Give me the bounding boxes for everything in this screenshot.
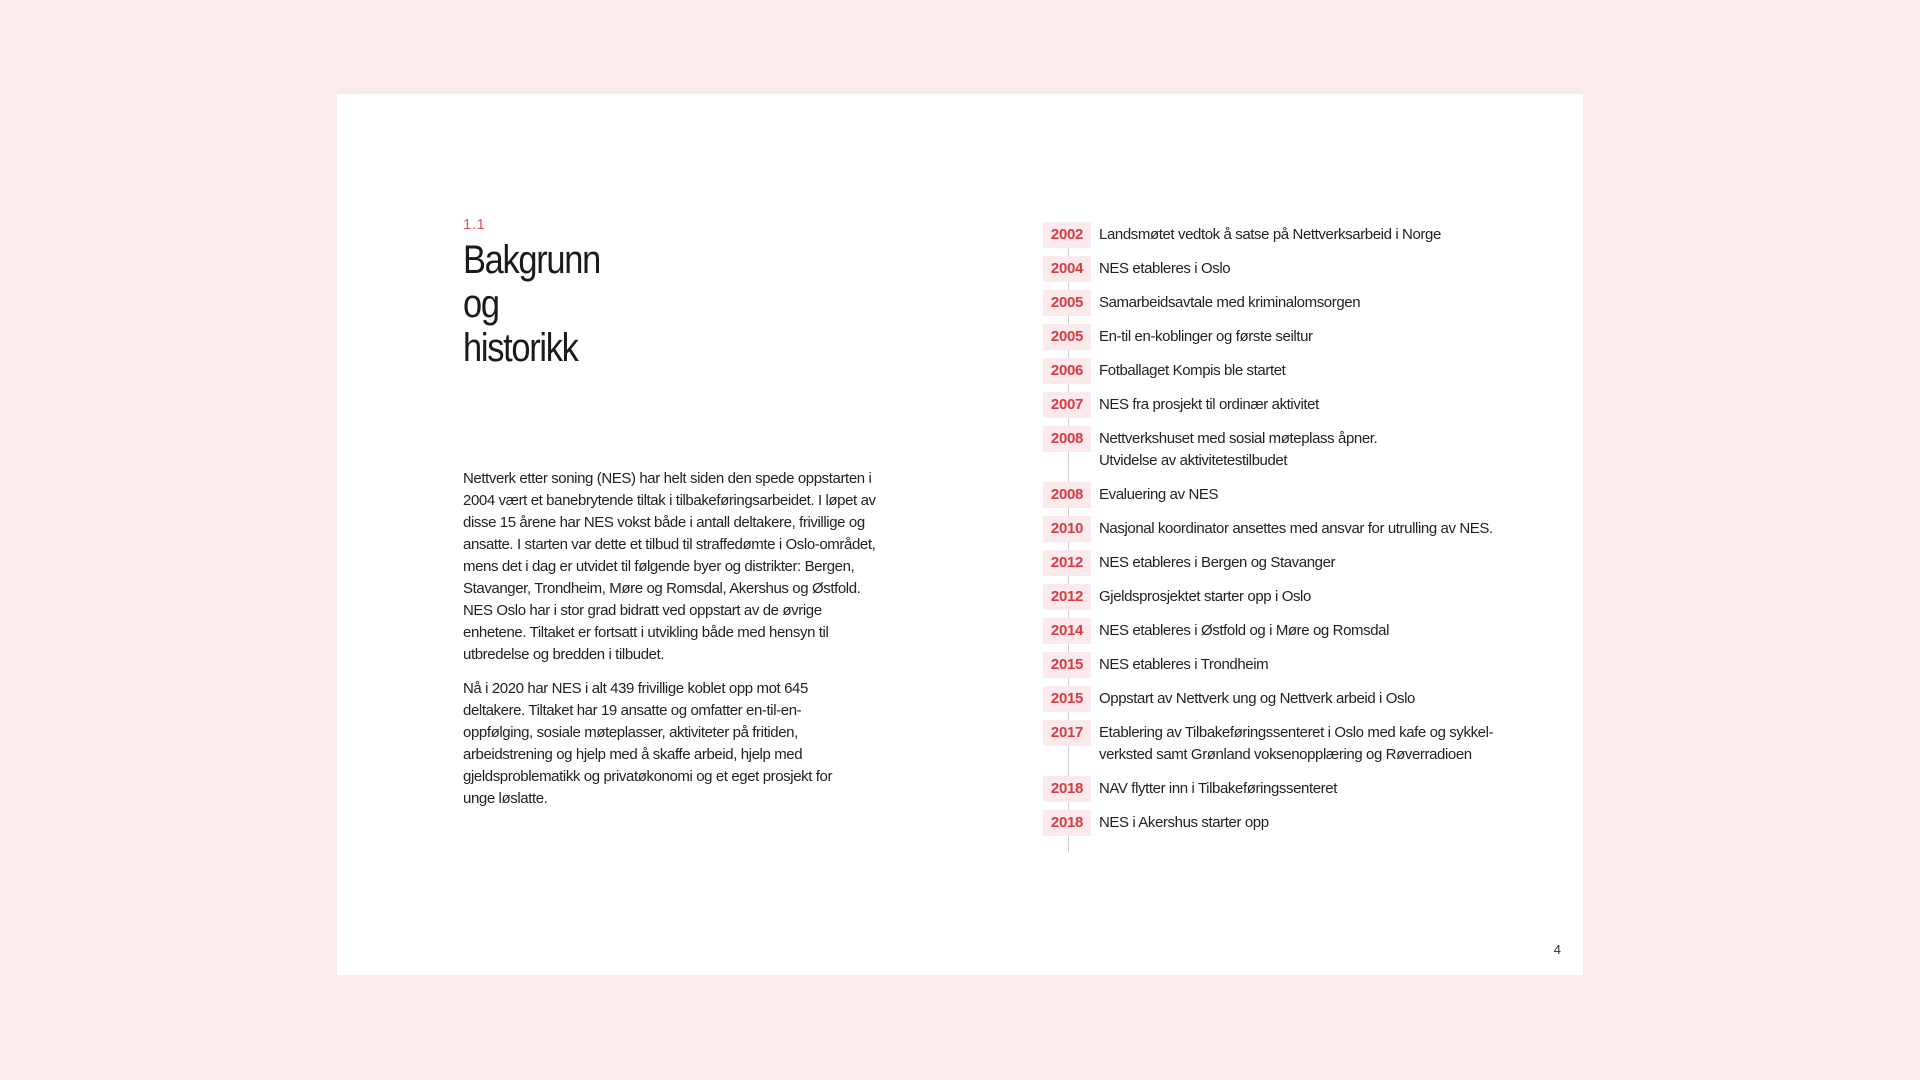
- timeline-year: 2015: [1043, 652, 1091, 678]
- timeline-year: 2018: [1043, 776, 1091, 802]
- timeline-text: [1099, 720, 1519, 766]
- document-page: [337, 94, 1583, 975]
- section-number: 1.1: [463, 216, 486, 233]
- timeline-item: [1043, 222, 1519, 248]
- section-title: [463, 238, 635, 370]
- timeline-year: 2010: [1043, 516, 1091, 542]
- timeline-text: Fotballaget Kompis ble startet: [1099, 362, 1286, 379]
- timeline-year: 2007: [1043, 392, 1091, 418]
- timeline-text: Samarbeidsavtale med kriminalomsorgen: [1099, 294, 1361, 311]
- intro-paragraph: Nettverk etter soning (NES) har helt siden den spede oppstarten i 2004 vært et banebrytende tiltak i tilbakeføringsarbeidet. I løpet av disse 15 årene har NES vokst både i antall deltakere, frivillige og ansatte. I starten var dette et tilbud til straffedømte i Oslo-området, mens det i dag er utvidet til følgende byer og distrikter: Bergen, Stavanger, Trondheim, Møre og Romsdal, Akershus og Østfold. NES Oslo har i stor grad bidratt ved oppstart av de øvrige enhetene. Tiltaket er fortsatt i utvikling både med hensyn til utbredelse og bredden i tilbudet.: [463, 470, 876, 663]
- status-paragraph: Nå i 2020 har NES i alt 439 frivillige koblet opp mot 645 deltakere. Tiltaket har 19 ansatte og omfatter en-til-en-oppfølging, sosiale møteplasser, aktiviteter på fritiden, arbeidstrening og hjelp med å skaffe arbeid, hjelp med gjeldsproblematikk og privatøkonomi og et eget prosjekt for unge løslatte.: [463, 680, 833, 807]
- timeline-text-line-1: Nettverkshuset med sosial møteplass åpner.: [1099, 430, 1378, 447]
- timeline-item: [1043, 358, 1519, 384]
- timeline-text: NAV flytter inn i Tilbakeføringssenteret: [1099, 780, 1337, 797]
- timeline-item: [1043, 686, 1519, 712]
- timeline-text: NES etableres i Østfold og i Møre og Romsdal: [1099, 622, 1390, 639]
- timeline-text: Nasjonal koordinator ansettes med ansvar for utrulling av NES.: [1099, 520, 1493, 537]
- timeline-year: 2017: [1043, 720, 1091, 746]
- section-title-line-1: Bakgrunn og: [463, 238, 600, 326]
- timeline-item: [1043, 720, 1519, 766]
- timeline-year: 2005: [1043, 324, 1091, 350]
- timeline-text: NES etableres i Bergen og Stavanger: [1099, 554, 1336, 571]
- timeline-text-line-2: Utvidelse av aktivitetestilbudet: [1099, 452, 1288, 469]
- timeline-item: [1043, 426, 1519, 472]
- timeline-text: NES etableres i Trondheim: [1099, 656, 1269, 673]
- timeline-item: [1043, 256, 1519, 282]
- timeline-item: [1043, 810, 1519, 836]
- section-title-line-2: historikk: [463, 326, 578, 370]
- timeline-text: Oppstart av Nettverk ung og Nettverk arbeid i Oslo: [1099, 690, 1415, 707]
- timeline-text: NES fra prosjekt til ordinær aktivitet: [1099, 396, 1319, 413]
- page-number: 4: [1553, 942, 1561, 957]
- timeline-year: 2006: [1043, 358, 1091, 384]
- timeline-text: NES i Akershus starter opp: [1099, 814, 1269, 831]
- timeline-year: 2012: [1043, 584, 1091, 610]
- timeline-year: 2015: [1043, 686, 1091, 712]
- left-column: [463, 216, 883, 807]
- timeline-year: 2012: [1043, 550, 1091, 576]
- timeline-item: [1043, 290, 1519, 316]
- timeline-text: Gjeldsprosjektet starter opp i Oslo: [1099, 588, 1311, 605]
- timeline-item: [1043, 550, 1519, 576]
- timeline-year: 2008: [1043, 482, 1091, 508]
- timeline-year: 2005: [1043, 290, 1091, 316]
- timeline-text: En-til en-koblinger og første seiltur: [1099, 328, 1313, 345]
- timeline-item: [1043, 652, 1519, 678]
- timeline-year: 2004: [1043, 256, 1091, 282]
- timeline-text: Evaluering av NES: [1099, 486, 1219, 503]
- timeline-text-line-1: Etablering av Tilbakeføringssenteret i Oslo med kafe og sykkel-: [1099, 724, 1494, 741]
- timeline-item: [1043, 324, 1519, 350]
- timeline-item: [1043, 482, 1519, 508]
- timeline-year: 2002: [1043, 222, 1091, 248]
- timeline-year: 2014: [1043, 618, 1091, 644]
- timeline-item: [1043, 392, 1519, 418]
- timeline-text: NES etableres i Oslo: [1099, 260, 1231, 277]
- timeline-year: 2008: [1043, 426, 1091, 452]
- timeline-item: [1043, 776, 1519, 802]
- timeline-item: [1043, 516, 1519, 542]
- timeline-text-line-2: verksted samt Grønland voksenopplæring og Røverradioen: [1099, 746, 1472, 763]
- timeline-item: [1043, 584, 1519, 610]
- timeline-item: [1043, 618, 1519, 644]
- timeline-text: Landsmøtet vedtok å satse på Nettverksarbeid i Norge: [1099, 226, 1441, 243]
- timeline-year: 2018: [1043, 810, 1091, 836]
- timeline-text: [1099, 426, 1519, 472]
